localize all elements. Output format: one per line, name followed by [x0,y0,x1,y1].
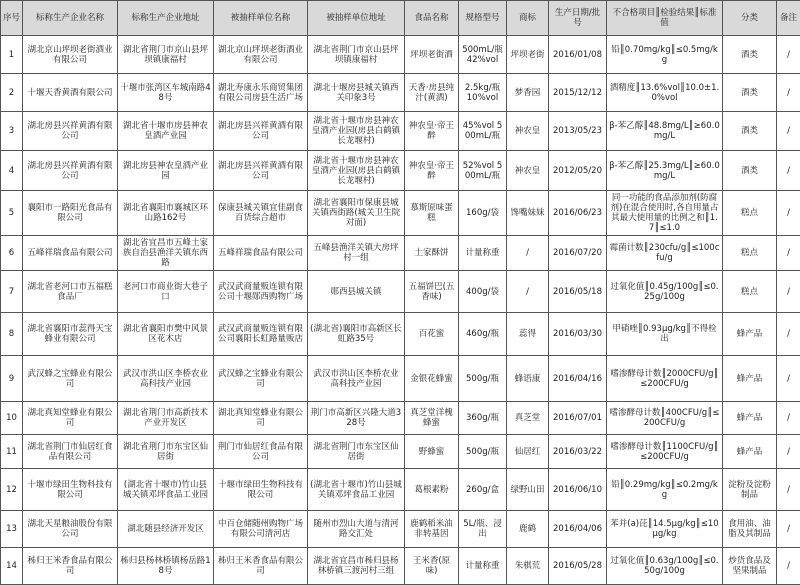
col-header-manufacturer-address: 标称生产企业地址 [118,1,214,36]
manufacturer-cell: 十堰市绿田生物科技有限公司 [23,469,118,511]
index-cell: 5 [1,191,23,236]
production-date-cell: 2015/12/12 [549,74,607,112]
remark-cell: / [777,435,800,469]
remark-cell: / [777,548,800,585]
manufacturer-cell: 湖北真知堂蜂业有限公司 [23,402,118,435]
manufacturer-address-cell: 湖北省荆门市京山县坪坝镇康福村 [118,36,214,74]
sampled-unit-address-cell: (湖北省)襄阳市高新区长虹路35号 [308,313,405,356]
trademark-cell: 神农皇 [507,112,549,151]
manufacturer-cell: 湖北省襄阳市蕊得天宝蜂业有限公司 [23,313,118,356]
production-date-cell: 2013/05/23 [549,112,607,151]
table-row [1,356,800,402]
production-date-cell: 2016/03/22 [549,435,607,469]
category-cell: 食用油、油脂及其制品 [723,511,777,548]
sampled-unit-address-cell: 湖北省荆门市京山县坪坝镇康福村 [308,36,405,74]
index-cell: 10 [1,402,23,435]
remark-cell: / [777,469,800,511]
sampled-unit-address-cell: 湖北十堰房县城关镇西关印象3号 [308,74,405,112]
table-row [1,191,800,236]
spec-cell: 500g/瓶 [459,356,507,402]
category-cell: 酒类 [723,36,777,74]
production-date-cell: 2016/07/20 [549,236,607,271]
food-name-cell: 神农皇·帝王醉 [405,112,459,151]
production-date-cell: 2016/04/16 [549,356,607,402]
production-date-cell: 2016/05/18 [549,271,607,313]
manufacturer-address-cell: 老河口市商业街大巷子口 [118,271,214,313]
sampled-unit-address-cell: 湖北省十堰市房县神农皇酒产业园(房县白鹤镇长龙堰村) [308,151,405,191]
index-cell: 6 [1,236,23,271]
trademark-cell: 鹿鹤 [507,511,549,548]
food-name-cell: 百花蜜 [405,313,459,356]
spec-cell: 500mL/瓶 42%vol [459,36,507,74]
table-row [1,469,800,511]
category-cell: 糕点 [723,236,777,271]
index-cell: 14 [1,548,23,585]
manufacturer-address-cell: 武汉市洪山区李桥农业高科技产业园 [118,356,214,402]
production-date-cell: 2016/07/01 [549,402,607,435]
food-name-cell: 野蜂蜜 [405,435,459,469]
sampled-unit-address-cell: 荆门市高新区兴隆大道328号 [308,402,405,435]
food-name-cell: 鹿鹤稻米油 非转基因 [405,511,459,548]
trademark-cell: 馋嘴妹妹 [507,191,549,236]
category-cell: 酒类 [723,74,777,112]
remark-cell: / [777,74,800,112]
spec-cell: 2.5kg/瓶 10%vol [459,74,507,112]
food-name-cell: 神农皇·帝王醉 [405,151,459,191]
index-cell: 4 [1,151,23,191]
production-date-cell: 2012/05/20 [549,151,607,191]
manufacturer-address-cell: 湖北省襄阳市襄城区环山路162号 [118,191,214,236]
sampled-unit-cell: 保康县城关镇宜佳副食百货综合超市 [214,191,308,236]
spec-cell: 460g/瓶 [459,313,507,356]
table-row [1,36,800,74]
spec-cell: 52%vol 500mL/瓶 [459,151,507,191]
manufacturer-cell: 湖北省老河口市五福糕食品厂 [23,271,118,313]
production-date-cell: 2016/01/08 [549,36,607,74]
failed-item-cell: β-苯乙醇║25.3mg/L║≥60.0mg/L [607,151,723,191]
category-cell: 蜂产品 [723,313,777,356]
category-cell: 酒类 [723,151,777,191]
spec-cell: 160g/袋 [459,191,507,236]
table-row [1,112,800,151]
category-cell: 淀粉及淀粉制品 [723,469,777,511]
manufacturer-cell: 十堰天香黄酒有限公司 [23,74,118,112]
category-cell: 炒货食品及坚果制品 [723,548,777,585]
table-row [1,271,800,313]
category-cell: 蜂产品 [723,435,777,469]
remark-cell: / [777,271,800,313]
spec-cell: 45%vol 500mL/瓶 [459,112,507,151]
remark-cell: / [777,511,800,548]
manufacturer-cell: 秭归王米香食品有限公司 [23,548,118,585]
trademark-cell: 坪坝老街 [507,36,549,74]
category-cell: 酒类 [723,112,777,151]
table-header-row [1,1,800,36]
remark-cell: / [777,313,800,356]
index-cell: 7 [1,271,23,313]
failed-item-cell: 酒精度║13.6%vol║10.0±1.0%vol [607,74,723,112]
manufacturer-address-cell: 湖北省襄阳市樊中风景区花木店 [118,313,214,356]
sampled-unit-cell: 五峰祥瑞食品有限公司 [214,236,308,271]
index-cell: 3 [1,112,23,151]
col-header-failed-item: 不合格项目║检验结果║标准值 [607,1,723,36]
category-cell: 糕点 [723,271,777,313]
index-cell: 9 [1,356,23,402]
sampled-unit-address-cell: 武汉市洪山区李桥农业高科技产业园 [308,356,405,402]
failed-item-cell: 苯并(a)芘║14.5μg/kg║≤10μg/kg [607,511,723,548]
production-date-cell: 2016/04/06 [549,511,607,548]
remark-cell: / [777,356,800,402]
failed-item-cell: 甲硝唑║0.93μg/kg║不得检出 [607,313,723,356]
remark-cell: / [777,236,800,271]
failed-item-cell: 霉菌计数║230cfu/g║≤100cfu/g [607,236,723,271]
trademark-cell: 真芝堂 [507,402,549,435]
table-row [1,74,800,112]
trademark-cell: 仙居红 [507,435,549,469]
col-header-food-name: 食品名称 [405,1,459,36]
sampled-unit-cell: 秭归王米香食品有限公司 [214,548,308,585]
production-date-cell: 2016/06/23 [549,191,607,236]
manufacturer-cell: 湖北房县兴祥黄酒有限公司 [23,151,118,191]
table-row [1,548,800,585]
manufacturer-address-cell: 湖北省宜昌市五峰土家族自治县渔洋关镇东西路 [118,236,214,271]
sampled-unit-cell: 湖北京山坪坝老街酒业有限公司 [214,36,308,74]
remark-cell: / [777,36,800,74]
table-row [1,435,800,469]
manufacturer-cell: 湖北京山坪坝老街酒业有限公司 [23,36,118,74]
food-name-cell: 金银花蜂蜜 [405,356,459,402]
food-name-cell: 真芝堂洋槐蜂蜜 [405,402,459,435]
col-header-index: 序号 [1,1,23,36]
manufacturer-address-cell: 湖北省荆门市高新技术产业开发区 [118,402,214,435]
failed-item-cell: 嗜渗酵母计数║1100CFU/g║≤200CFU/g [607,435,723,469]
index-cell: 13 [1,511,23,548]
manufacturer-cell: 湖北天星粮油股份有限公司 [23,511,118,548]
index-cell: 12 [1,469,23,511]
spec-cell: 500g/瓶 [459,435,507,469]
manufacturer-cell: 湖北房县兴祥黄酒有限公司 [23,112,118,151]
sampled-unit-cell: 湖北寿康永乐商贸集团有限公司房县生活广场 [214,74,308,112]
food-name-cell: 坪坝老街酒 [405,36,459,74]
failed-item-cell: 过氧化值║0.63g/100g║≤0.50g/100g [607,548,723,585]
spec-cell: 计量称重 [459,236,507,271]
spec-cell: 5L/瓶、浸出 [459,511,507,548]
spec-cell: 400g/袋 [459,271,507,313]
manufacturer-address-cell: 湖北随县经济开发区 [118,511,214,548]
sampled-unit-address-cell: 随州市烈山大道与清河路交汇处 [308,511,405,548]
table-row [1,151,800,191]
category-cell: 蜂产品 [723,402,777,435]
food-name-cell: 五福饼巴(五香味) [405,271,459,313]
sampled-unit-cell: 湖北房县兴祥黄酒有限公司 [214,112,308,151]
col-header-sampled-unit: 被抽样单位名称 [214,1,308,36]
manufacturer-address-cell: 湖北省荆门市东宝区仙居街 [118,435,214,469]
food-name-cell: 天香·房县纯汁(黄酒) [405,74,459,112]
food-name-cell: 土家酥饼 [405,236,459,271]
failed-item-cell: 铅║0.70mg/kg║≤0.5mg/kg [607,36,723,74]
sampled-unit-address-cell: 湖北省荆门市东宝区仙居街 [308,435,405,469]
remark-cell: / [777,112,800,151]
failed-item-cell: 嗜渗酵母计数║400CFU/g║≤200CFU/g [607,402,723,435]
failed-item-cell: 同一功能的食品添加剂(防腐剂)在混合使用时,各自用量占其最大使用量的比例之和║1.7║≤1.0 [607,191,723,236]
manufacturer-address-cell: 秭归县杨林桥镇杨岳路18号 [118,548,214,585]
sampled-unit-address-cell: 郧西县城关镇 [308,271,405,313]
failed-item-cell: 过氧化值║0.45g/100g║≤0.25g/100g [607,271,723,313]
manufacturer-address-cell: 十堰市张湾区车城南路48号 [118,74,214,112]
index-cell: 1 [1,36,23,74]
trademark-cell: 朱棋荒 [507,548,549,585]
index-cell: 11 [1,435,23,469]
col-header-trademark: 商标 [507,1,549,36]
trademark-cell: / [507,271,549,313]
col-header-manufacturer: 标称生产企业名称 [23,1,118,36]
trademark-cell: 绿野山田 [507,469,549,511]
sampled-unit-cell: 武汉武商量贩连锁有限公司十堰郧西购物广场 [214,271,308,313]
production-date-cell: 2016/03/30 [549,313,607,356]
manufacturer-address-cell: (湖北省十堰市)竹山县城关镇邓坪食品工业园 [118,469,214,511]
trademark-cell: 梦香园 [507,74,549,112]
table-row [1,402,800,435]
failed-item-cell: 铅║0.29mg/kg║≤0.2mg/kg [607,469,723,511]
food-name-cell: 王米香(原味) [405,548,459,585]
manufacturer-cell: 湖北省荆门市仙居红食品有限公司 [23,435,118,469]
trademark-cell: 蕊得 [507,313,549,356]
col-header-sampled-unit-address: 被抽样单位地址 [308,1,405,36]
sampled-unit-cell: 武汉武商量贩连锁有限公司襄阳长虹路量贩店 [214,313,308,356]
manufacturer-address-cell: 湖北省十堰市房县神农皇酒产业园 [118,112,214,151]
category-cell: 糕点 [723,191,777,236]
remark-cell: / [777,402,800,435]
food-name-cell: 葛根素粉 [405,469,459,511]
sampled-unit-cell: 湖北真知堂蜂业有限公司 [214,402,308,435]
col-header-production-date: 生产日期/批号 [549,1,607,36]
production-date-cell: 2016/05/28 [549,548,607,585]
remark-cell: / [777,191,800,236]
sampled-unit-cell: 武汉蜂之宝蜂业有限公司 [214,356,308,402]
spec-cell: 计量称重 [459,548,507,585]
category-cell: 蜂产品 [723,356,777,402]
trademark-cell: 神农皇 [507,151,549,191]
col-header-remark: 备注 [777,1,800,36]
remark-cell: / [777,151,800,191]
table-row [1,236,800,271]
table-row [1,511,800,548]
sampled-unit-cell: 中百仓储随州购物广场有限公司清河店 [214,511,308,548]
manufacturer-cell: 襄阳市一路阳光食品有限公司 [23,191,118,236]
sampled-unit-cell: 湖北房县兴祥黄酒有限公司 [214,151,308,191]
sampled-unit-address-cell: 湖北省十堰市房县神农皇酒产业园(房县白鹤镇长龙堰村) [308,112,405,151]
manufacturer-address-cell: 湖北房县神农皇酒产业园 [118,151,214,191]
production-date-cell: 2016/06/10 [549,469,607,511]
sampled-unit-address-cell: 湖北省襄阳市保康县城关镇西街路(城关卫生院对面) [308,191,405,236]
manufacturer-cell: 五峰祥瑞食品有限公司 [23,236,118,271]
sampled-unit-address-cell: 五峰县渔洋关镇大房坪村一组 [308,236,405,271]
sampled-unit-address-cell: (湖北省十堰市)竹山县城关镇邓坪食品工业园 [308,469,405,511]
sampled-unit-cell: 十堰市绿田生物科技有限公司 [214,469,308,511]
trademark-cell: 蜂语康 [507,356,549,402]
index-cell: 2 [1,74,23,112]
table-row [1,313,800,356]
col-header-spec: 规格型号 [459,1,507,36]
failed-item-cell: β-苯乙醇║48.8mg/L║≥60.0mg/L [607,112,723,151]
trademark-cell: / [507,236,549,271]
spec-cell: 260g/盒 [459,469,507,511]
sampled-unit-address-cell: 湖北省宜昌市秭归县杨林桥镇三渡河村三组 [308,548,405,585]
failed-item-cell: 嗜渗酵母计数║2000CFU/g║≤200CFU/g [607,356,723,402]
food-name-cell: 慕斯原味蛋糕 [405,191,459,236]
col-header-category: 分类 [723,1,777,36]
manufacturer-cell: 武汉蜂之宝蜂业有限公司 [23,356,118,402]
spec-cell: 360g/瓶 [459,402,507,435]
sampled-unit-cell: 荆门市仙居红食品有限公司 [214,435,308,469]
index-cell: 8 [1,313,23,356]
